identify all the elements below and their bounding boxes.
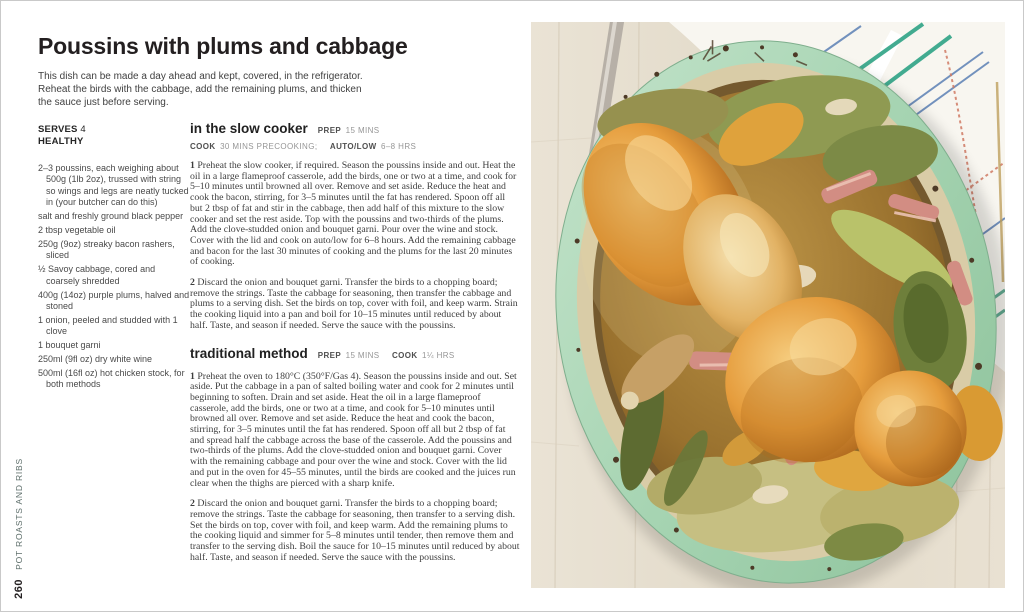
serves-line: [38, 124, 190, 136]
serves-label: SERVES: [38, 124, 78, 135]
ingredient-item: ½ Savoy cabbage, cored and coarsely shredded: [38, 264, 156, 286]
ingredient-item: salt and freshly ground black pepper: [38, 211, 184, 222]
method-step: [190, 278, 520, 332]
ingredient-item: 2–3 poussins, each weighing about 500g (1lb 2oz), trussed with string so wings and legs are neatly tucked in (your butcher can do this): [38, 163, 189, 208]
step-text: Discard the onion and bouquet garni. Transfer the birds to a chopping board; remove the strings. Taste the cabbage for seasoning, then transfer to a serving dish. Set the birds on top, cover with foil, and keep warm. Add the remaining plums to the cooking liquid and simmer for 5–8 minutes until tender, then remove them and transfer to the serving dish. Boil the sauce for 10–15 minutes until reduced by about half. Taste, and season if needed. Serve the sauce with the poussins.: [190, 498, 520, 563]
method-name: in the slow cooker: [190, 121, 308, 136]
chapter-label: POT ROASTS AND RIBS: [14, 458, 24, 570]
method-header: [190, 121, 520, 138]
method-slow-cooker: [190, 121, 520, 332]
ingredient-item: 1 bouquet garni: [38, 340, 101, 351]
recipe-photo: [531, 22, 1005, 588]
cook-label: COOK: [190, 142, 216, 151]
method-step: [190, 499, 520, 563]
ingredient-item: 250g (9oz) streaky bacon rashers, sliced: [38, 238, 175, 261]
method-meta: [190, 139, 520, 152]
step-text: Discard the onion and bouquet garni. Transfer the birds to a chopping board; remove the strings. Taste the cabbage for seasoning, then transfer the cabbage and plums to a serving dish. Set the birds on top, cover with foil, and keep warm. Strain the cooking liquid into a pan and boil for 10–15 minutes until reduced by about half. Taste, and season if needed. Serve the sauce with the poussins.: [190, 277, 518, 331]
cook-value: 1¼ HRS: [422, 350, 455, 360]
step-number: 1: [190, 160, 195, 171]
prep-label: PREP: [317, 126, 342, 135]
step-text: Preheat the oven to 180°C (350°F/Gas 4). Season the poussins inside and out. Set aside. Put the cabbage in a pan of salted boiling water and cook for 2 minutes until beginning to soften. Drain and set aside. Heat the oil in a large flameproof casserole, add the birds, one or two at a time, and cook for 5–10 minutes until browned all over. Remove and set aside. Reduce the heat and cook the bacon, stirring, for 3–5 minutes until the fat has rendered. Spoon off all but 2 tbsp of fat and spread half the cabbage across the base of the casserole. Add the poussins and two-thirds of the plums. Add the clove-studded onion and bouquet garni. Cover with the remaining cabbage and pour over the wine and stock. Cover with the lid and put in the oven for 45–55 minutes, until the birds are cooked and the juices run clear when the thighs are pierced with a sharp knife.: [190, 370, 517, 489]
ingredients-list: [38, 163, 190, 391]
step-number: 1: [190, 370, 195, 382]
ingredients-column: [38, 124, 190, 393]
prep-value: 15 MINS: [345, 126, 380, 135]
method-column: [190, 121, 520, 564]
ingredient-item: 400g (14oz) purple plums, halved and stoned: [38, 289, 190, 311]
step-number: 2: [190, 498, 195, 510]
page-edge-tab: [6, 458, 32, 606]
ingredient-item: 500ml (16fl oz) hot chicken stock, for both methods: [38, 368, 185, 390]
recipe-intro: This dish can be made a day ahead and kept, covered, in the refrigerator. Reheat the birds with the cabbage, add the remaining plums, and thicken the sauce just before serving.: [38, 71, 363, 109]
page-number: 260: [13, 578, 25, 599]
auto-low-label: AUTO/LOW: [329, 142, 377, 151]
ingredient-item: 2 tbsp vegetable oil: [38, 225, 116, 236]
ingredient-item: 1 onion, peeled and studded with 1 clove: [38, 314, 178, 337]
step-text: Preheat the slow cooker, if required. Season the poussins inside and out. Heat the oil in a large flameproof casserole, add the birds, one or two at a time, and cook for 5–10 minutes until browned all over. Remove and set aside. Reduce the heat and cook the bacon, stirring, for 3–5 minutes until the fat has rendered. Spoon off all but 2 tbsp of fat and stir in the cabbage, then add half of this mixture to the slow cooker and set the rest aside. Top with the poussins and two-thirds of the plums. Add the clove-studded onion and bouquet garni. Pour over the wine and stock. Cover with the lid and cook on auto/low for 6–8 hours. Add the remaining cabbage and bacon for the last 30 minutes of cooking and the plums for the last 20 minutes of cooking.: [190, 160, 517, 268]
method-step: [190, 372, 520, 490]
auto-low-value: 6–8 HRS: [380, 142, 417, 151]
cook-label: COOK: [391, 350, 418, 360]
method-header: [190, 346, 520, 363]
ingredient-item: 250ml (9fl oz) dry white wine: [38, 354, 153, 365]
prep-label: PREP: [317, 350, 342, 360]
health-tag: HEALTHY: [38, 136, 84, 147]
serves-value: 4: [80, 124, 86, 135]
method-step: [190, 161, 520, 268]
cook-value: 30 MINS PRECOOKING;: [220, 142, 318, 151]
step-number: 2: [190, 277, 195, 289]
prep-value: 15 MINS: [345, 350, 380, 360]
method-name: traditional method: [190, 345, 308, 361]
recipe-title: Poussins with plums and cabbage: [38, 33, 408, 59]
method-traditional: [190, 346, 520, 564]
